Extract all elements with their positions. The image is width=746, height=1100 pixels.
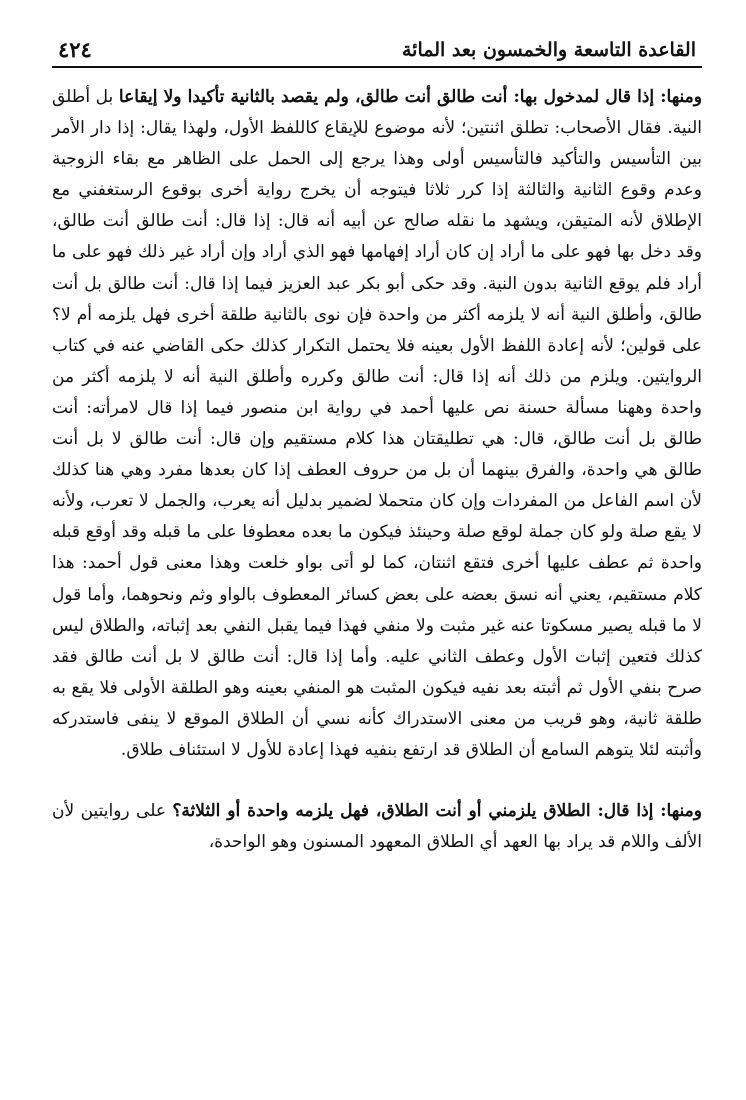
paragraph-spacer bbox=[52, 766, 702, 796]
running-title: القاعدة التاسعة والخمسون بعد المائة bbox=[401, 39, 696, 61]
paragraph-second bbox=[52, 796, 702, 858]
page-header bbox=[52, 36, 702, 68]
paragraph-body: بل أطلق النية. فقال الأصحاب: تطلق اثنتين؛ لأنه موضوع للإيقاع كاللفظ الأول، ولهذا يقال: إذا دار الأمر بين التأسيس والتأكيد فالتأسيس أولى وهذا يرجع إلى الحمل على الظاهر مع بقاء الزوجية وعدم وقوع الثانية والثالثة إذا كرر ثلاثا فيتوجه أن يخرج رواية أخرى بوقوع الرستغفني مع الإطلاق لأنه المتيقن، ويشهد ما نقله صالح عن أبيه أنه قال: إذا قال: أنت طالق أنت طالق، وقد دخل بها فهو على ما أراد إن كان أراد إفهامها فهو الذي أراد وإن أراد غير ذلك فهو على ما أراد فلم يوقع الثانية بدون النية. وقد حكى أبو بكر عبد العزيز فيما إذا قال: أنت طالق بل أنت طالق، وأطلق النية أنه لا يلزمه أكثر من واحدة فإن نوى بالثانية طلقة أخرى فهل يلزمه أم لا؟ على قولين؛ لأنه إعادة اللفظ الأول بعينه فلا يحتمل التكرار كذلك حكى القاضي عنه في كتاب الروايتين. ويلزم من ذلك أنه إذا قال: أنت طالق وكرره وأطلق النية أنه لا يلزمه أكثر من واحدة وههنا مسألة حسنة نص عليها أحمد في رواية ابن منصور فيما إذا قال لامرأته: أنت طالق بل أنت طالق، قال: هي تطليقتان هذا كلام مستقيم وإن قال: أنت طالق لا بل أنت طالق هي واحدة، والفرق بينهما أن بل من حروف العطف إذا كان بعدها مفرد وهي هنا كذلك لأن اسم الفاعل من المفردات وإن كان متحملا لضمير بدليل أنه يعرب، والجمل لا تعرب، ولأنه لا يقع صلة ولو كان جملة لوقع صلة وحينئذ فيكون ما بعده معطوفا على ما قبله وقد أوقع قبله واحدة ثم عطف عليها أخرى فتقع اثنتان، كما لو أتى بواو خلعت وهذا معنى قول أحمد: هذا كلام مستقيم، يعني أنه نسق بعضه على بعض كسائر المعطوف بالواو وثم ونحوهما، وأما قول لا ما قبله يصير مسكوتا عنه غير مثبت ولا منفي فهذا فيما يقبل النفي بعد إثباته، والطلاق ليس كذلك فتعين إثبات الأول وعطف الثاني عليه. وأما إذا قال: أنت طالق لا بل أنت طالق فقد صرح بنفي الأول ثم أثبته بعد نفيه فيكون المثبت هو المنفي بعينه وهو الطلقة الأولى فلا يقع به طلقة ثانية، وهو قريب من معنى الاستدراك كأنه نسي أن الطلاق الموقع لا ينفى فاستدركه وأثبته لئلا يتوهم السامع أن الطلاق قد ارتفع بنفيه فهذا إعادة للأول لا استئناف طلاق. bbox=[52, 87, 702, 760]
page-number: ٤٢٤ bbox=[58, 37, 92, 62]
paragraph-lead: ومنها: إذا قال لمدخول بها: أنت طالق أنت طالق، ولم يقصد بالثانية تأكيدا ولا إيقاعا bbox=[118, 87, 702, 107]
paragraph-first bbox=[52, 82, 702, 766]
paragraph-body: على روايتين لأن الألف واللام قد يراد بها العهد أي الطلاق المعهود المسنون وهو الواحدة، bbox=[52, 801, 702, 853]
paragraph-lead: ومنها: إذا قال: الطلاق يلزمني أو أنت الطلاق، فهل يلزمه واحدة أو الثلاثة؟ bbox=[172, 801, 702, 822]
